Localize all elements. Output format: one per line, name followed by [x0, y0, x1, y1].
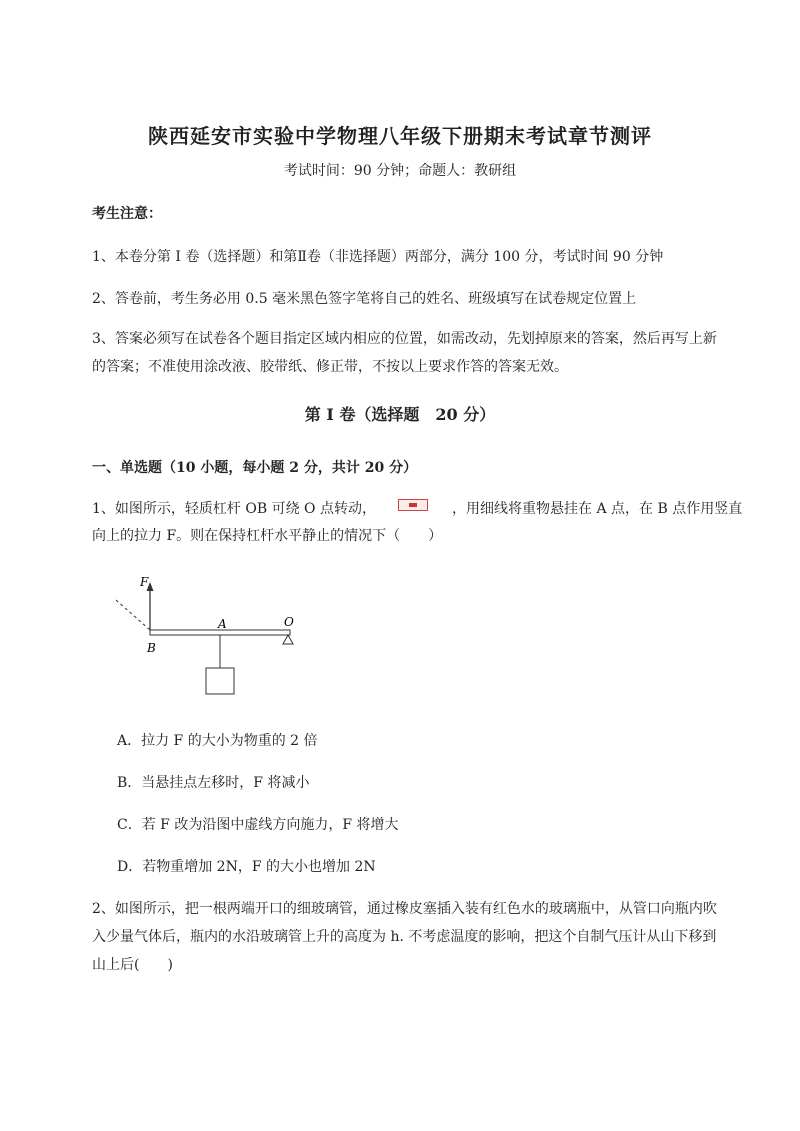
exam-subtitle: 考试时间：90 分钟；命题人：教研组: [283, 163, 517, 179]
notice-item-3: 3、答案必须写在试卷各个题目指定区域内相应的位置，如需改动，先划掉原来的答案，然后再写上新的答案；不准使用涂改液、胶带纸、修正带，不按以上要求作答的答案无效。: [92, 331, 717, 375]
pivot-icon: [283, 635, 293, 644]
hanging-weight: [206, 668, 234, 694]
q1-stem-part2: ，用细线将重物悬挂在 A 点，在 B 点作用竖直: [452, 501, 743, 517]
q1-option-b: B．当悬挂点左移时，F 将减小: [117, 775, 310, 791]
section-title: 第 I 卷（选择题 20 分）: [304, 405, 496, 424]
broken-image-icon: [398, 499, 428, 511]
notice-item-1: 1、本卷分第 I 卷（选择题）和第Ⅱ卷（非选择题）两部分，满分 100 分，考试时间 90 分钟: [92, 249, 664, 265]
lever-diagram: [110, 570, 310, 705]
q1-stem-part1: 1、如图所示，轻质杠杆 OB 可绕 O 点转动，: [92, 501, 376, 517]
notice-heading: 考生注意：: [92, 206, 162, 222]
label-b: B: [147, 641, 156, 655]
dashed-force-line: [116, 600, 150, 630]
q1-option-c: C．若 F 改为沿图中虚线方向施力，F 将增大: [117, 817, 399, 833]
q1-option-d: D．若物重增加 2N，F 的大小也增加 2N: [117, 859, 376, 875]
page-title: 陕西延安市实验中学物理八年级下册期末考试章节测评: [148, 124, 652, 148]
label-f: F: [140, 575, 149, 589]
q2-stem: 2、如图所示，把一根两端开口的细玻璃管，通过橡皮塞插入装有红色水的玻璃瓶中，从管口向瓶内吹入少量气体后，瓶内的水沿玻璃管上升的高度为 h. 不考虑温度的影响，把这个自制气压计从山下移到山上后( ): [92, 901, 717, 973]
q1-stem-line2: 向上的拉力 F。则在保持杠杆水平静止的情况下（ ）: [92, 528, 443, 544]
label-a: A: [218, 617, 227, 631]
label-o: O: [284, 615, 294, 629]
q1-option-a: A．拉力 F 的大小为物重的 2 倍: [117, 733, 318, 749]
part-heading: 一、单选题（10 小题，每小题 2 分，共计 20 分）: [92, 460, 418, 476]
notice-item-2: 2、答卷前，考生务必用 0.5 毫米黑色签字笔将自己的姓名、班级填写在试卷规定位置上: [92, 291, 637, 307]
